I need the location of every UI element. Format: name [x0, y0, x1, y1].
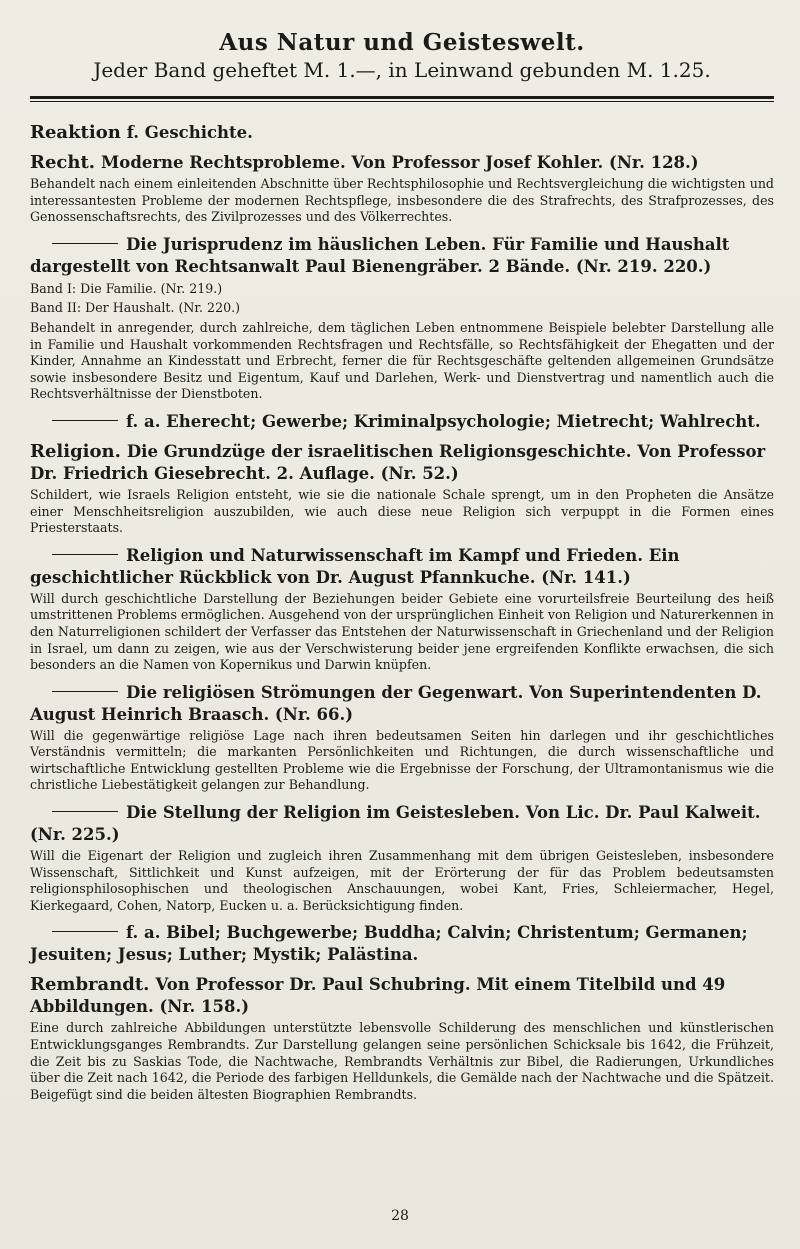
- catalog-entry: [30, 802, 774, 914]
- catalog-entry: [30, 234, 774, 403]
- entry-heading: [30, 441, 774, 485]
- catalog-entry: [30, 441, 774, 537]
- entry-title: Von Professor Dr. Paul Schubring. Mit einem Titelbild und 49 Abbildungen. (Nr. 158.): [30, 975, 726, 1017]
- entry-keyword: Reaktion: [30, 122, 121, 143]
- entry-title: f. Geschichte.: [126, 123, 253, 142]
- entry-keyword: Rembrandt.: [30, 974, 150, 996]
- catalog-section: [30, 974, 774, 1103]
- entry-heading: [30, 682, 774, 726]
- entry-title: Die Jurisprudenz im häuslichen Leben. Für Familie und Haushalt dargestellt von Rechtsanwalt Paul Bienengräber. 2 Bände. (Nr. 219. 220.): [30, 234, 730, 276]
- catalog-entry: [30, 152, 774, 226]
- entry-heading: [30, 152, 774, 174]
- entry-description: Eine durch zahlreiche Abbildungen unterstützte lebensvolle Schilderung des menschlichen und künstlerischen Entwicklungsganges Rembrandts. Zur Darstellung gelangen seine persönlichen Schicksale bis 1642, die Frühzeit, die Zeit bis zu Saskias Tode, die Nachtwache, Rembrandts Verhältnis zur Bibel, die Radierungen, Urkundliches über die Zeit nach 1642, die Periode des farbigen Helldunkels, die Gemälde nach der Nachtwache und die Spätzeit. Beigefügt sind die beiden ältesten Biographien Rembrandts.: [30, 1020, 774, 1102]
- entry-heading: [30, 122, 774, 144]
- entry-heading: [30, 802, 774, 846]
- ditto-dash: [52, 554, 118, 555]
- entry-description: Will durch geschichtliche Darstellung der Beziehungen beider Gebiete eine vorurteilsfreie Beurteilung des heiß umstrittenen Problems ermöglichen. Ausgehend von der ursprünglichen Einheit von Religion und Naturerkennen in den Naturreligionen schildert der Verfasser das Entstehen der Naturwissenschaft in Griechenland und der Religion in Israel, um dann zu zeigen, wie aus der Verschwisterung beider jene ergreifenden Konflikte erwachsen, die sich besonders an die Namen von Kopernikus und Darwin knüpfen.: [30, 590, 774, 673]
- ditto-dash: [52, 243, 118, 244]
- page-number: 28: [391, 1208, 409, 1224]
- ditto-dash: [52, 931, 118, 932]
- entry-title: Moderne Rechtsprobleme. Von Professor Josef Kohler. (Nr. 128.): [101, 153, 699, 172]
- entry-title: Die Stellung der Religion im Geistesleben. Von Lic. Dr. Paul Kalweit. (Nr. 225.): [30, 803, 761, 845]
- ditto-dash: [52, 691, 118, 692]
- header-rule-thin: [30, 101, 774, 102]
- catalog-section: [30, 441, 774, 967]
- entry-description: Schildert, wie Israels Religion entsteht, wie sie die nationale Schale sprengt, um in den Propheten die Ansätze einer Menschheitsreligion auszubilden, wie auch diese neue Religion sich verpuppt in die Formen eines Priesterstaats.: [30, 486, 774, 536]
- catalog-entry: [30, 122, 774, 144]
- ditto-dash: [52, 811, 118, 812]
- catalog-entry: [30, 545, 774, 674]
- volume-line: Band II: Der Haushalt. (Nr. 220.): [30, 300, 241, 316]
- see-also-text: f. a. Bibel; Buchgewerbe; Buddha; Calvin; Christentum; Germanen; Jesuiten; Jesus; Luther; Mystik; Palästina.: [30, 923, 748, 965]
- catalog-entry: [30, 682, 774, 794]
- catalog-entries: [30, 122, 774, 1103]
- entry-keyword: Recht.: [30, 152, 96, 173]
- header-rule-heavy: [30, 96, 774, 99]
- catalog-entry: [30, 411, 774, 433]
- series-title: Aus Natur und Geisteswelt.: [219, 29, 585, 56]
- catalog-section: [30, 122, 774, 433]
- entry-description: Will die gegenwärtige religiöse Lage nach ihren bedeutsamen Seiten hin darlegen und ihr geschichtliches Verständnis vermitteln; die markanten Persönlichkeiten und Richtungen, die durch wissenschaftliche und wirtschaftliche Entwicklung gestellten Probleme wie die Ergebnisse der Forschung, der Ultramontanismus wie die christliche Liebestätigkeit gelangen zur Behandlung.: [30, 727, 774, 793]
- entry-description: Will die Eigenart der Religion und zugleich ihren Zusammenhang mit dem übrigen Geistesleben, insbesondere Wissenschaft, Sittlichkeit und Kunst aufzeigen, mit der Erörterung der für das Problem bedeutsamsten religionsphilosophischen und theologischen Anschauungen, wobei Kant, Fries, Schleiermacher, Hegel, Kierkegaard, Cohen, Natorp, Eucken u. a. Berücksichtigung finden.: [30, 848, 774, 913]
- entry-title: Die Grundzüge der israelitischen Religionsgeschichte. Von Professor Dr. Friedrich Giesebrecht. 2. Auflage. (Nr. 52.): [30, 441, 766, 483]
- volume-line: Band I: Die Familie. (Nr. 219.): [30, 280, 223, 296]
- entry-heading: [30, 234, 774, 278]
- see-also-line: [30, 411, 774, 433]
- entry-title: Die religiösen Strömungen der Gegenwart. Von Superintendenten D. August Heinrich Braasch. (Nr. 66.): [30, 682, 762, 724]
- entry-description: Behandelt in anregender, durch zahlreiche, dem täglichen Leben entnommene Beispiele belebter Darstellung alle in Familie und Haushalt vorkommenden Rechtsfragen und Rechtsfälle, so Rechtsfähigkeit der Ehegatten und der Kinder, Annahme an Kindesstatt und Erbrecht, ferner die für Rechtsgeschäfte geltenden allgemeinen Grundsätze sowie insbesondere Besitz und Eigentum, Kauf und Darlehen, Werk- und Dienstvertrag und namentlich auch die Rechtsverhältnisse der Dienstboten.: [30, 319, 774, 402]
- see-also-text: f. a. Eherecht; Gewerbe; Kriminalpsychologie; Mietrecht; Wahlrecht.: [126, 411, 761, 431]
- catalog-entry: [30, 974, 774, 1103]
- entry-heading: [30, 974, 774, 1018]
- entry-keyword: Religion.: [30, 440, 121, 462]
- see-also-line: [30, 922, 774, 966]
- catalog-entry: [30, 922, 774, 966]
- entry-description: Behandelt nach einem einleitenden Abschnitte über Rechtsphilosophie und Rechtsvergleichung die wichtigsten und interessantesten Probleme der modernen Rechtspflege, insbesondere die des Strafrechts, des Strafprozesses, des Genossenschaftsrechts, des Zivilprozesses und des Völkerrechtes.: [30, 176, 774, 225]
- ditto-dash: [52, 420, 118, 421]
- entry-title: Religion und Naturwissenschaft im Kampf und Frieden. Ein geschichtlicher Rückblick von Dr. August Pfannkuche. (Nr. 141.): [30, 545, 680, 587]
- entry-heading: [30, 545, 774, 589]
- price-line: Jeder Band geheftet M. 1.—, in Leinwand gebunden M. 1.25.: [93, 58, 711, 82]
